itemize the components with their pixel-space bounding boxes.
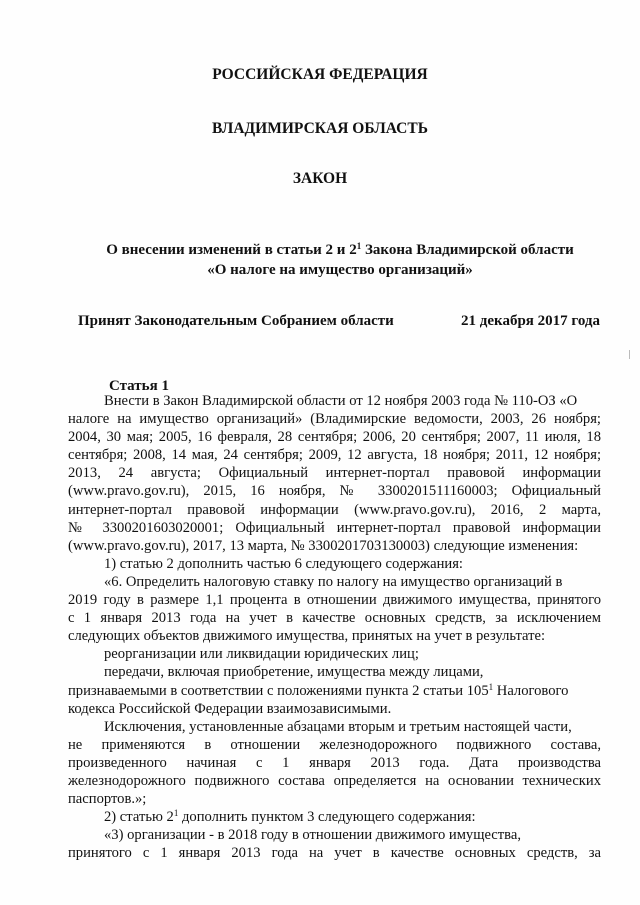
body-line: признаваемыми в соответствии с положениями пункта 2 статьи $105^1$ Налогового — [68, 681, 569, 699]
body-line: 1) статью 2 дополнить частью 6 следующего содержания: — [104, 555, 463, 572]
article-heading: Статья 1 — [109, 378, 169, 394]
body-line: железнодорожного подвижного состава определяется на основании технических — [68, 772, 601, 789]
body-line: № 3300201603020001; Официальный интернет-портал правовой информации — [68, 519, 601, 536]
body-line: 2004, 30 мая; 2005, 16 февраля, 28 сентября; 2006, 20 сентября; 2007, 11 июля, 18 — [68, 429, 601, 446]
law-title — [0, 240, 640, 280]
body-line: сентября; 2008, 14 мая, 24 сентября; 2009, 12 августа, 18 ноября; 2011, 12 ноября; — [68, 447, 601, 464]
body-line: интернет-портал правовой информации (www.pravo.gov.ru), 2016, 2 марта, — [68, 501, 601, 518]
body-line: «6. Определить налоговую ставку по налогу на имущество организаций в — [104, 573, 563, 590]
body-line: Исключения, установленные абзацами вторым и третьим настоящей части, — [104, 718, 572, 735]
body-line: «3) организации - в 2018 году в отношении движимого имущества, — [104, 827, 521, 844]
country-heading: РОССИЙСКАЯ ФЕДЕРАЦИЯ — [212, 66, 428, 83]
body-line: следующих объектов движимого имущества, принятых на учет в результате: — [68, 628, 546, 645]
body-line: кодекса Российской Федерации взаимозависимыми. — [68, 700, 392, 717]
body-line: передачи, включая приобретение, имущества между лицами, — [104, 664, 484, 681]
document-type-heading: ЗАКОН — [292, 170, 348, 187]
body-line: не применяются в отношении железнодорожного подвижного состава, — [68, 736, 601, 753]
body-line: 2019 году в размере 1,1 процента в отношении движимого имущества, принятого — [68, 592, 601, 609]
body-line: налоге на имущество организаций» (Владимирские ведомости, 2003, 26 ноября; — [68, 411, 601, 428]
body-line: 2013, 24 августа; Официальный интернет-портал правовой информации — [68, 465, 601, 482]
adopted-date: 21 декабря 2017 года — [461, 313, 600, 329]
law-title-line-2: «О налоге на имущество организаций» — [207, 262, 473, 278]
body-line: реорганизации или ликвидации юридических лиц; — [104, 646, 419, 663]
adopted-by: Принят Законодательным Собранием области — [78, 313, 394, 329]
body-line: 2) статью $2^1$ дополнить пунктом 3 следующего содержания: — [104, 808, 476, 826]
body-line: (www.pravo.gov.ru), 2017, 13 марта, № 3300201703130003) следующие изменения: — [68, 537, 579, 554]
body-line: Внести в Закон Владимирской области от 12 ноября 2003 года № 110-ОЗ «О — [104, 393, 578, 409]
scan-mark — [629, 350, 630, 359]
body-line: (www.pravo.gov.ru), 2015, 16 ноября, № 3300201511160003; Официальный — [68, 483, 601, 500]
law-title-line-1: О внесении изменений в статьи 2 и $2^1$ Закона Владимирской области — [106, 241, 574, 258]
adoption-line — [78, 313, 600, 330]
article-body — [68, 392, 601, 862]
body-line: с 1 января 2013 года на учет в качестве основных средств, за исключением — [68, 610, 601, 627]
body-line: паспортов.»; — [68, 791, 147, 808]
region-heading: ВЛАДИМИРСКАЯ ОБЛАСТЬ — [212, 120, 428, 137]
body-line: произведенного начиная с 1 января 2013 года. Дата производства — [68, 754, 601, 771]
body-line: принятого с 1 января 2013 года на учет в качестве основных средств, за — [68, 845, 601, 862]
